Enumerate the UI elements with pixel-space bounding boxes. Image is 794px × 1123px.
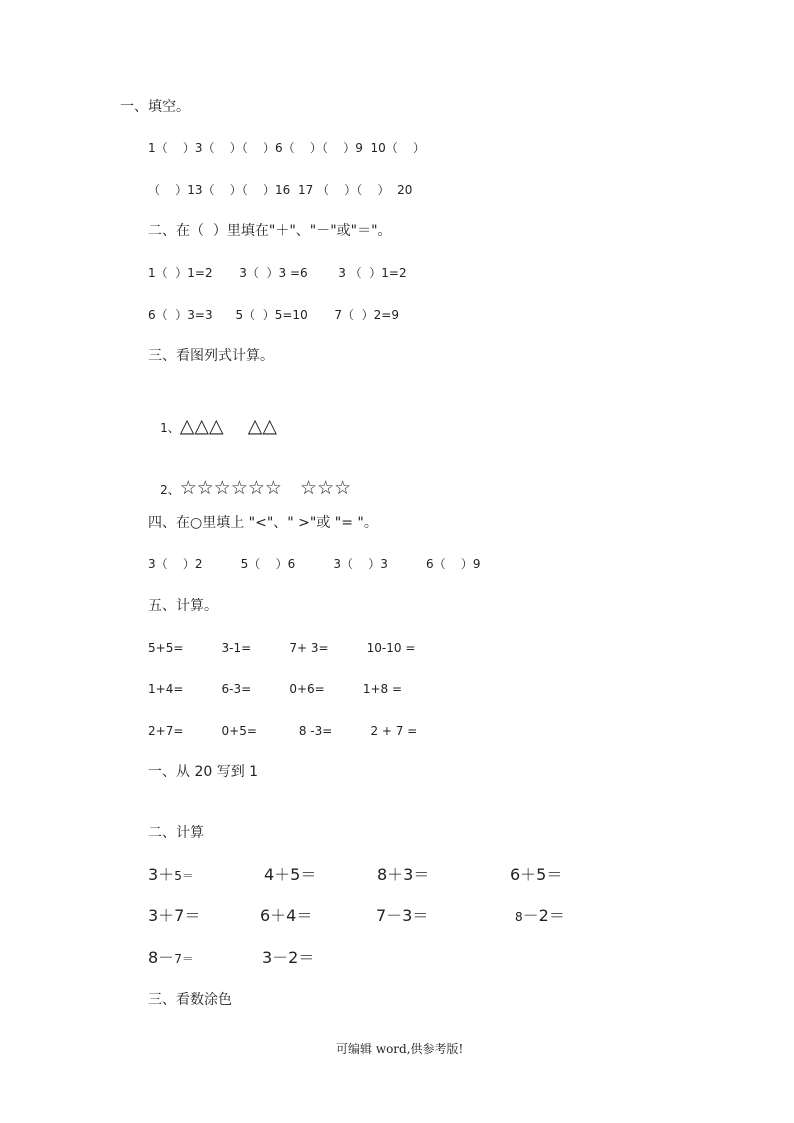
calc2-item: 8＋3＝ bbox=[377, 865, 430, 884]
picture-item-2 bbox=[148, 460, 351, 498]
picture-item-1-label: 1、 bbox=[160, 421, 180, 435]
coloring-heading: 三、看数涂色 bbox=[148, 992, 232, 1008]
calc2-item: 3＋5＝ bbox=[148, 865, 194, 884]
triangle-icon: △△△ △△ bbox=[179, 415, 277, 437]
fill-blank-heading: 一、填空。 bbox=[120, 99, 190, 115]
operator-row-1: 1（ ）1=2 3（ ）3 =6 3 （ ）1=2 bbox=[148, 266, 407, 280]
write-heading: 一、从 20 写到 1 bbox=[148, 764, 259, 780]
sequence-row-2: （ ）13（ ）（ ）16 17 （ ）（ ） 20 bbox=[148, 183, 413, 197]
sequence-row-1: 1（ ）3（ ）（ ）6（ ）（ ）9 10（ ） bbox=[148, 141, 425, 155]
calc-heading: 五、计算。 bbox=[148, 598, 218, 614]
star-icon: ☆☆☆☆☆☆ ☆☆☆ bbox=[179, 477, 352, 499]
calc2-item: 3－2＝ bbox=[262, 948, 315, 967]
calc-row-3: 2+7= 0+5= 8 -3= 2 + 7 = bbox=[148, 724, 418, 738]
calc-row-2: 1+4= 6-3= 0+6= 1+8 = bbox=[148, 682, 403, 696]
operator-row-2: 6（ ）3=3 5（ ）5=10 7（ ）2=9 bbox=[148, 308, 399, 322]
picture-item-2-label: 2、 bbox=[160, 483, 180, 497]
calc2-item: 6＋4＝ bbox=[260, 906, 313, 925]
operator-heading: 二、在（ ）里填在"＋"、"－"或"＝"。 bbox=[148, 223, 392, 239]
calc2-heading: 二、计算 bbox=[148, 825, 204, 841]
calc2-item: 4＋5＝ bbox=[264, 865, 317, 884]
calc-row-1: 5+5= 3-1= 7+ 3= 10-10 = bbox=[148, 641, 416, 655]
calc2-item: 6＋5＝ bbox=[510, 865, 563, 884]
picture-item-1 bbox=[148, 398, 277, 436]
picture-heading: 三、看图列式计算。 bbox=[148, 348, 274, 364]
calc2-item: 3＋7＝ bbox=[148, 906, 201, 925]
compare-row: 3（ ）2 5（ ）6 3（ ）3 6（ ）9 bbox=[148, 557, 481, 571]
compare-heading: 四、在○里填上 "<"、" >"或 "= "。 bbox=[148, 515, 378, 531]
calc2-item: 8－7＝ bbox=[148, 948, 194, 967]
calc2-item: 8－2＝ bbox=[515, 906, 565, 925]
calc2-item: 7－3＝ bbox=[376, 906, 429, 925]
footer-note: 可编辑 word,供参考版! bbox=[336, 1042, 464, 1056]
